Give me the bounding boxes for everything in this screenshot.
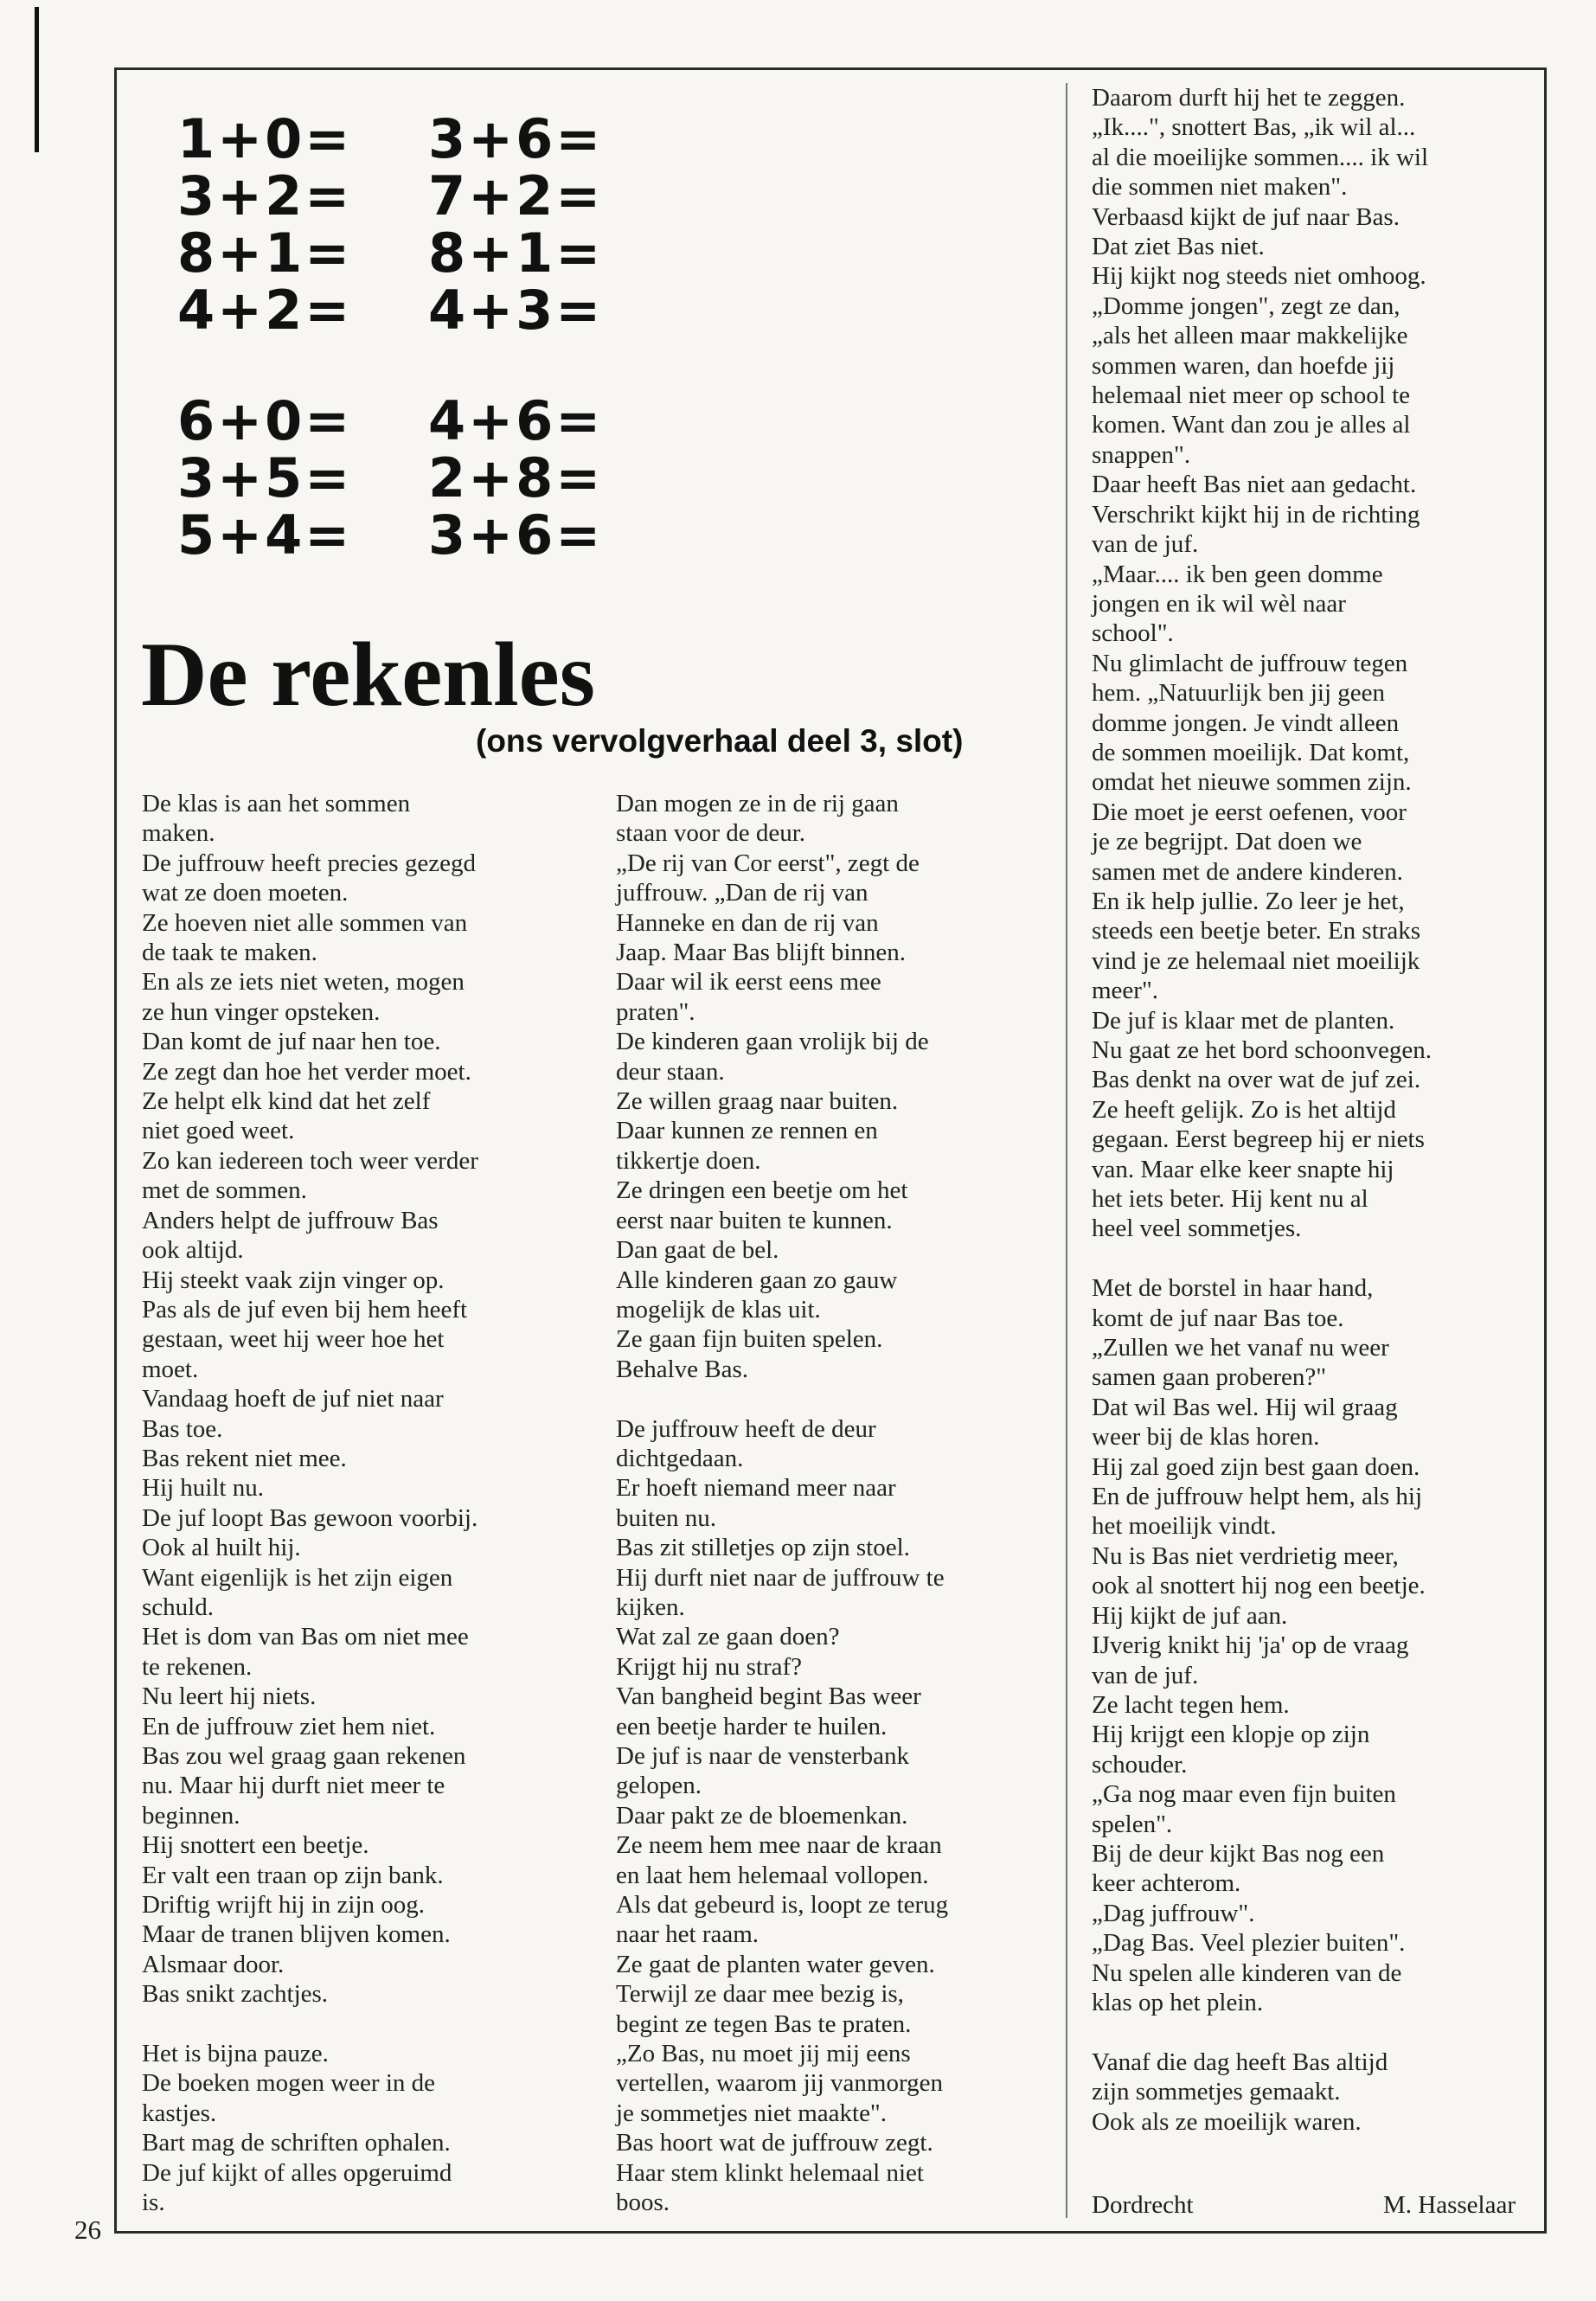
text-line: komen. Want dan zou je alles al bbox=[1092, 411, 1411, 439]
text-line: Maar de tranen blijven komen. bbox=[142, 1920, 451, 1949]
paragraph-gap bbox=[616, 1384, 1048, 1413]
sum-item: 8+1= bbox=[428, 221, 604, 285]
sum-item: 3+2= bbox=[177, 164, 353, 228]
sum-item: 1+0= bbox=[177, 107, 353, 170]
text-line: Hij zal goed zijn best gaan doen. bbox=[1092, 1452, 1420, 1481]
text-line: Dat wil Bas wel. Hij wil graag bbox=[1092, 1393, 1398, 1421]
text-line: En de juffrouw ziet hem niet. bbox=[142, 1712, 436, 1740]
text-line: meer". bbox=[1092, 977, 1159, 1005]
sum-item: 5+4= bbox=[177, 503, 353, 567]
text-line: Ze gaat de planten water geven. bbox=[616, 1950, 935, 1978]
text-line: Ze heeft gelijk. Zo is het altijd bbox=[1092, 1095, 1396, 1124]
sum-item: 8+1= bbox=[177, 221, 353, 285]
text-line: Bas zit stilletjes op zijn stoel. bbox=[616, 1534, 910, 1562]
text-line: Terwijl ze daar mee bezig is, bbox=[616, 1980, 904, 2009]
text-line: Daarom durft hij het te zeggen. bbox=[1092, 84, 1406, 112]
text-line: De klas is aan het sommen bbox=[142, 790, 411, 817]
text-line: Nu glimlacht de juffrouw tegen bbox=[1092, 649, 1408, 677]
text-line: Die moet je eerst oefenen, voor bbox=[1092, 798, 1407, 826]
text-line: „Ik....", snottert Bas, „ik wil al... bbox=[1092, 113, 1416, 142]
byline-place: Dordrecht bbox=[1092, 2191, 1194, 2219]
text-line: Dan gaat de bel. bbox=[616, 1236, 779, 1265]
text-line: De juf loopt Bas gewoon voorbij. bbox=[142, 1503, 478, 1532]
paragraph-gap bbox=[1092, 1244, 1524, 1273]
text-line: Nu gaat ze het bord schoonvegen. bbox=[1092, 1036, 1432, 1064]
text-line: Driftig wrijft hij in zijn oog. bbox=[142, 1891, 426, 1920]
text-line: maken. bbox=[142, 819, 215, 848]
paragraph-gap bbox=[142, 2009, 574, 2039]
text-line: Ook als ze moeilijk waren. bbox=[1092, 2107, 1362, 2136]
text-line: Dat ziet Bas niet. bbox=[1092, 233, 1265, 261]
text-line: juffrouw. „Dan de rij van bbox=[616, 879, 869, 907]
text-line: „De rij van Cor eerst", zegt de bbox=[616, 849, 920, 877]
text-line: het iets beter. Hij kent nu al bbox=[1092, 1185, 1368, 1214]
text-line: die sommen niet maken". bbox=[1092, 173, 1348, 202]
text-line: moet. bbox=[142, 1355, 199, 1383]
text-line: zijn sommetjes gemaakt. bbox=[1092, 2078, 1341, 2106]
text-line: Jaap. Maar Bas blijft binnen. bbox=[616, 939, 907, 967]
text-column-3 bbox=[1092, 83, 1524, 2137]
text-column-1 bbox=[142, 789, 574, 2217]
text-line: sommen waren, dan hoefde jij bbox=[1092, 351, 1395, 380]
text-line: van. Maar elke keer snapte hij bbox=[1092, 1155, 1394, 1183]
text-line: Met de borstel in haar hand, bbox=[1092, 1274, 1374, 1303]
text-line: Hij kijkt de juf aan. bbox=[1092, 1601, 1288, 1630]
text-line: Het is dom van Bas om niet mee bbox=[142, 1623, 469, 1651]
text-line: snappen". bbox=[1092, 440, 1191, 469]
text-line: gestaan, weet hij weer hoe het bbox=[142, 1325, 445, 1354]
text-line: boos. bbox=[616, 2189, 670, 2217]
text-line: Vandaag hoeft de juf niet naar bbox=[142, 1385, 444, 1413]
text-line: de sommen moeilijk. Dat komt, bbox=[1092, 738, 1410, 766]
text-line: wat ze doen moeten. bbox=[142, 879, 349, 907]
text-line: Alle kinderen gaan zo gauw bbox=[616, 1266, 898, 1294]
sums-group-1 bbox=[177, 107, 662, 342]
text-line: ook al snottert hij nog een beetje. bbox=[1092, 1572, 1426, 1600]
text-line: En de juffrouw helpt hem, als hij bbox=[1092, 1483, 1423, 1511]
text-line: Bij de deur kijkt Bas nog een bbox=[1092, 1839, 1385, 1868]
text-line: ook altijd. bbox=[142, 1236, 244, 1265]
text-line: Daar wil ik eerst eens mee bbox=[616, 968, 881, 997]
text-line: spelen". bbox=[1092, 1810, 1173, 1838]
text-line: helemaal niet meer op school te bbox=[1092, 381, 1410, 410]
text-line: „Zullen we het vanaf nu weer bbox=[1092, 1334, 1389, 1362]
text-line: Ze zegt dan hoe het verder moet. bbox=[142, 1057, 471, 1086]
text-line: Krijgt hij nu straf? bbox=[616, 1652, 803, 1681]
text-line: Dan komt de juf naar hen toe. bbox=[142, 1028, 441, 1056]
story-title: De rekenles bbox=[141, 624, 595, 725]
text-line: gegaan. Eerst begreep hij er niets bbox=[1092, 1125, 1425, 1154]
text-line: Zo kan iedereen toch weer verder bbox=[142, 1146, 478, 1175]
text-line: De juffrouw heeft de deur bbox=[616, 1414, 876, 1443]
text-line: „Maar.... ik ben geen domme bbox=[1092, 560, 1383, 588]
text-line: Hij huilt nu. bbox=[142, 1474, 264, 1503]
text-line: De juffrouw heeft precies gezegd bbox=[142, 849, 476, 877]
text-line: Hij snottert een beetje. bbox=[142, 1831, 369, 1860]
text-line: En als ze iets niet weten, mogen bbox=[142, 968, 465, 997]
text-line: De kinderen gaan vrolijk bij de bbox=[616, 1028, 929, 1056]
text-line: van de juf. bbox=[1092, 1661, 1199, 1689]
text-line: Verbaasd kijkt de juf naar Bas. bbox=[1092, 202, 1400, 231]
text-line: samen met de andere kinderen. bbox=[1092, 857, 1403, 886]
text-line: Ze dringen een beetje om het bbox=[616, 1176, 908, 1205]
text-line: gelopen. bbox=[616, 1772, 702, 1800]
text-line: Anders helpt de juffrouw Bas bbox=[142, 1206, 439, 1234]
sum-item: 3+5= bbox=[177, 446, 353, 510]
text-line: Bas zou wel graag gaan rekenen bbox=[142, 1742, 466, 1770]
text-line: Nu spelen alle kinderen van de bbox=[1092, 1958, 1402, 1987]
text-line: „Zo Bas, nu moet jij mij eens bbox=[616, 2040, 911, 2068]
text-line: omdat het nieuwe sommen zijn. bbox=[1092, 768, 1412, 797]
text-line: Haar stem klinkt helemaal niet bbox=[616, 2158, 924, 2187]
text-line: Hij durft niet naar de juffrouw te bbox=[616, 1563, 945, 1592]
text-line: vertellen, waarom jij vanmorgen bbox=[616, 2069, 943, 2098]
handwritten-sums bbox=[177, 107, 662, 567]
text-line: dichtgedaan. bbox=[616, 1444, 744, 1472]
text-line: Bas snikt zachtjes. bbox=[142, 1980, 329, 2009]
text-line: Daar pakt ze de bloemenkan. bbox=[616, 1801, 908, 1830]
sum-item: 3+6= bbox=[428, 503, 604, 567]
text-line: samen gaan proberen?" bbox=[1092, 1363, 1327, 1392]
text-line: naar het raam. bbox=[616, 1920, 760, 1949]
text-line: Vanaf die dag heeft Bas altijd bbox=[1092, 2048, 1388, 2076]
text-line: tikkertje doen. bbox=[616, 1146, 761, 1175]
text-line: Ze lacht tegen hem. bbox=[1092, 1690, 1290, 1719]
page-edge-bar bbox=[35, 7, 39, 152]
text-line: Als dat gebeurd is, loopt ze terug bbox=[616, 1891, 949, 1920]
text-column-2 bbox=[616, 789, 1048, 2217]
text-line: En ik help jullie. Zo leer je het, bbox=[1092, 887, 1405, 915]
text-line: klas op het plein. bbox=[1092, 1988, 1264, 2016]
text-line: Hanneke en dan de rij van bbox=[616, 908, 879, 937]
text-line: praten". bbox=[616, 997, 695, 1026]
text-line: heel veel sommetjes. bbox=[1092, 1215, 1302, 1243]
text-line: kastjes. bbox=[142, 2099, 217, 2127]
text-line: je ze begrijpt. Dat doen we bbox=[1092, 828, 1362, 856]
text-line: „Domme jongen", zegt ze dan, bbox=[1092, 292, 1401, 320]
text-line: „Dag juffrouw". bbox=[1092, 1899, 1255, 1927]
text-line: IJverig knikt hij 'ja' op de vraag bbox=[1092, 1631, 1409, 1660]
sum-item: 4+6= bbox=[428, 389, 604, 452]
text-line: Ze neem hem mee naar de kraan bbox=[616, 1831, 942, 1860]
text-line: eerst naar buiten te kunnen. bbox=[616, 1206, 893, 1234]
sum-item: 4+3= bbox=[428, 279, 604, 342]
text-line: Ze willen graag naar buiten. bbox=[616, 1087, 899, 1116]
text-line: hem. „Natuurlijk ben jij geen bbox=[1092, 679, 1386, 708]
text-line: Bas toe. bbox=[142, 1414, 223, 1443]
text-line: schuld. bbox=[142, 1593, 214, 1621]
text-line: Want eigenlijk is het zijn eigen bbox=[142, 1563, 453, 1592]
text-line: niet goed weet. bbox=[142, 1117, 295, 1145]
text-line: De juf is klaar met de planten. bbox=[1092, 1006, 1395, 1035]
text-line: en laat hem helemaal vollopen. bbox=[616, 1861, 929, 1889]
sum-item: 3+6= bbox=[428, 107, 604, 170]
text-line: Hij steekt vaak zijn vinger op. bbox=[142, 1266, 445, 1294]
text-line: al die moeilijke sommen.... ik wil bbox=[1092, 143, 1429, 171]
text-line: Wat zal ze gaan doen? bbox=[616, 1623, 840, 1651]
text-line: Hij kijkt nog steeds niet omhoog. bbox=[1092, 262, 1426, 291]
text-line: Hij krijgt een klopje op zijn bbox=[1092, 1721, 1370, 1749]
text-line: Pas als de juf even bij hem heeft bbox=[142, 1295, 468, 1324]
sum-item: 4+2= bbox=[177, 279, 353, 342]
story-subtitle: (ons vervolgverhaal deel 3, slot) bbox=[476, 723, 964, 759]
text-line: Nu leert hij niets. bbox=[142, 1682, 317, 1711]
page-number: 26 bbox=[74, 2214, 101, 2245]
text-line: De boeken mogen weer in de bbox=[142, 2069, 436, 2098]
text-line: mogelijk de klas uit. bbox=[616, 1295, 821, 1324]
text-line: staan voor de deur. bbox=[616, 819, 806, 848]
byline bbox=[1092, 2190, 1516, 2220]
sum-item: 2+8= bbox=[428, 446, 604, 510]
text-line: De juf kijkt of alles opgeruimd bbox=[142, 2158, 452, 2187]
text-line: nu. Maar hij durft niet meer te bbox=[142, 1772, 445, 1800]
text-line: Ze gaan fijn buiten spelen. bbox=[616, 1325, 883, 1354]
text-line: Ze hoeven niet alle sommen van bbox=[142, 908, 468, 937]
text-line: schouder. bbox=[1092, 1750, 1188, 1779]
text-line: Bas hoort wat de juffrouw zegt. bbox=[616, 2129, 933, 2157]
text-line: „Dag Bas. Veel plezier buiten". bbox=[1092, 1929, 1406, 1958]
text-line: van de juf. bbox=[1092, 530, 1199, 559]
text-line: school". bbox=[1092, 619, 1174, 648]
column-divider bbox=[1066, 83, 1067, 2218]
text-line: je sommetjes niet maakte". bbox=[616, 2099, 888, 2127]
text-line: Dan mogen ze in de rij gaan bbox=[616, 790, 899, 817]
text-line: „Ga nog maar even fijn buiten bbox=[1092, 1780, 1396, 1809]
text-line: Daar heeft Bas niet aan gedacht. bbox=[1092, 471, 1417, 499]
text-line: Bas rekent niet mee. bbox=[142, 1444, 347, 1472]
text-line: buiten nu. bbox=[616, 1503, 716, 1532]
text-line: Ze helpt elk kind dat het zelf bbox=[142, 1087, 431, 1116]
text-line: Alsmaar door. bbox=[142, 1950, 285, 1978]
text-line: de taak te maken. bbox=[142, 939, 317, 967]
text-line: komt de juf naar Bas toe. bbox=[1092, 1304, 1344, 1332]
text-line: Het is bijna pauze. bbox=[142, 2040, 329, 2068]
text-line: vind je ze helemaal niet moeilijk bbox=[1092, 946, 1420, 975]
text-line: Nu is Bas niet verdrietig meer, bbox=[1092, 1541, 1399, 1570]
text-line: Van bangheid begint Bas weer bbox=[616, 1682, 921, 1711]
sum-item: 7+2= bbox=[428, 164, 604, 228]
sum-item: 6+0= bbox=[177, 389, 353, 452]
text-line: deur staan. bbox=[616, 1057, 725, 1086]
text-line: het moeilijk vindt. bbox=[1092, 1512, 1277, 1541]
text-line: Verschrikt kijkt hij in de richting bbox=[1092, 500, 1420, 529]
text-line: weer bij de klas horen. bbox=[1092, 1423, 1320, 1452]
text-line: Bart mag de schriften ophalen. bbox=[142, 2129, 451, 2157]
text-line: jongen en ik wil wèl naar bbox=[1092, 589, 1346, 618]
text-line: De juf is naar de vensterbank bbox=[616, 1741, 910, 1770]
text-line: „als het alleen maar makkelijke bbox=[1092, 322, 1408, 350]
text-line: keer achterom. bbox=[1092, 1869, 1241, 1898]
text-line: Er hoeft niemand meer naar bbox=[616, 1474, 896, 1503]
paragraph-gap bbox=[1092, 2017, 1524, 2047]
text-line: is. bbox=[142, 2189, 165, 2217]
text-line: Bas denkt na over wat de juf zei. bbox=[1092, 1066, 1421, 1094]
text-line: Ook al huilt hij. bbox=[142, 1534, 301, 1562]
text-line: ze hun vinger opsteken. bbox=[142, 997, 381, 1026]
text-line: beginnen. bbox=[142, 1801, 240, 1830]
text-line: kijken. bbox=[616, 1593, 685, 1621]
text-line: te rekenen. bbox=[142, 1652, 253, 1681]
text-line: een beetje harder te huilen. bbox=[616, 1712, 888, 1740]
text-line: begint ze tegen Bas te praten. bbox=[616, 2009, 912, 2038]
byline-author: M. Hasselaar bbox=[1382, 2191, 1516, 2219]
text-line: Er valt een traan op zijn bank. bbox=[142, 1861, 444, 1889]
sums-group-2 bbox=[177, 389, 662, 567]
text-line: Daar kunnen ze rennen en bbox=[616, 1117, 878, 1145]
text-line: Behalve Bas. bbox=[616, 1355, 749, 1383]
text-line: domme jongen. Je vindt alleen bbox=[1092, 708, 1400, 737]
text-line: met de sommen. bbox=[142, 1176, 307, 1205]
text-line: steeds een beetje beter. En straks bbox=[1092, 917, 1421, 945]
